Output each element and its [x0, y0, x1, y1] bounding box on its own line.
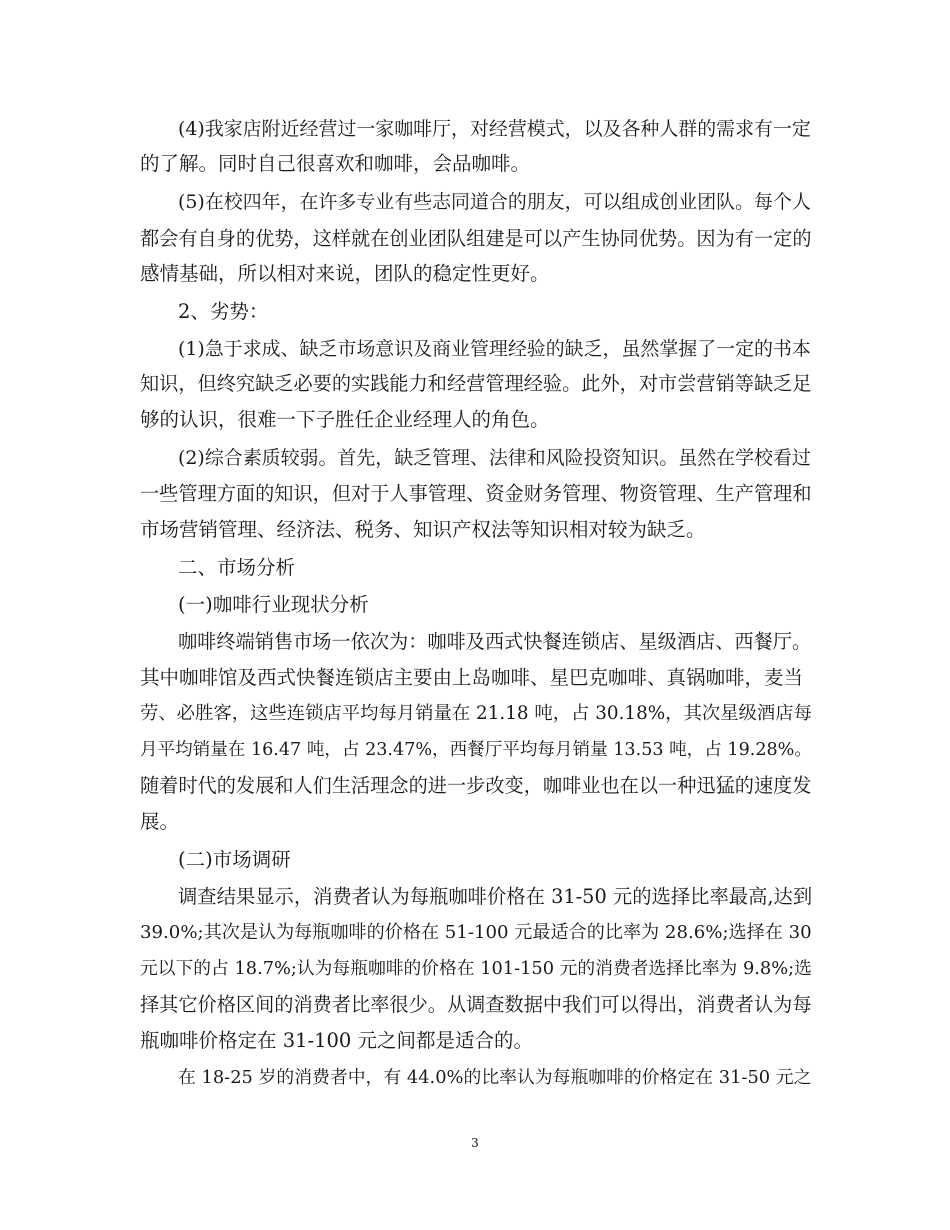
subsection-heading: (一)咖啡行业现状分析: [178, 593, 369, 616]
text-line: (2)综合素质较弱。首先，缺乏管理、法律和风险投资知识。虽然在学校看过: [178, 447, 811, 469]
text-line: 市场营销管理、经济法、税务、知识产权法等知识相对较为缺乏。: [140, 518, 706, 541]
text-line: 展。: [140, 810, 180, 833]
text-line: 调查结果显示，消费者认为每瓶咖啡价格在 31-50 元的选择比率最高,达到: [178, 885, 813, 908]
text-line: 39.0%;其次是认为每瓶咖啡的价格在 51-100 元最适合的比率为 28.6%;选择在 30: [140, 922, 812, 943]
text-line: 感情基础，所以相对来说，团队的稳定性更好。: [140, 262, 550, 285]
text-line: 随着时代的发展和人们生活理念的进一步改变，咖啡业也在以一种迅猛的速度发: [140, 774, 812, 797]
text-line: 其中咖啡馆及西式快餐连锁店主要由上岛咖啡、星巴克咖啡、真锅咖啡，麦当: [140, 666, 804, 689]
text-line: 月平均销量在 16.47 吨，占 23.47%，西餐厅平均每月销量 13.53 吨，占 19.28%。: [140, 740, 812, 760]
text-line: 的了解。同时自己很喜欢和咖啡，会品咖啡。: [140, 152, 531, 175]
text-line: 咖啡终端销售市场一依次为：咖啡及西式快餐连锁店、星级酒店、西餐厅。: [178, 630, 812, 653]
section-heading: 二、市场分析: [178, 556, 296, 579]
text-line: 一些管理方面的知识，但对于人事管理、资金财务管理、物资管理、生产管理和: [140, 482, 812, 505]
page-number: 3: [471, 1136, 479, 1150]
text-line: (4)我家店附近经营过一家咖啡厅，对经营模式，以及各种人群的需求有一定: [178, 118, 811, 140]
text-line: 劳、必胜客，这些连锁店平均每月销量在 21.18 吨，占 30.18%，其次星级酒店每: [140, 703, 812, 724]
text-line: (1)急于求成、缺乏市场意识及商业管理经验的缺乏，虽然掌握了一定的书本: [178, 338, 811, 360]
text-line: 够的认识，很难一下子胜任企业经理人的角色。: [140, 408, 550, 431]
text-line: 在 18-25 岁的消费者中，有 44.0%的比率认为每瓶咖啡的价格定在 31-50 元之: [178, 1067, 812, 1088]
text-line: 瓶咖啡价格定在 31-100 元之间都是适合的。: [140, 1029, 534, 1052]
text-line: (5)在校四年，在许多专业有些志同道合的朋友，可以组成创业团队。每个人: [178, 191, 811, 213]
text-line: 择其它价格区间的消费者比率很少。从调查数据中我们可以得出，消费者认为每: [140, 993, 812, 1016]
section-heading: 2、劣势：: [178, 300, 269, 323]
text-line: 都会有自身的优势，这样就在创业团队组建是可以产生协同优势。因为有一定的: [140, 227, 812, 250]
subsection-heading: (二)市场调研: [178, 848, 291, 871]
text-line: 知识，但终究缺乏必要的实践能力和经营管理经验。此外，对市尝营销等缺乏足: [140, 372, 812, 395]
text-line: 元以下的占 18.7%;认为每瓶咖啡的价格在 101-150 元的消费者选择比率为 9.8%;选: [140, 958, 812, 979]
